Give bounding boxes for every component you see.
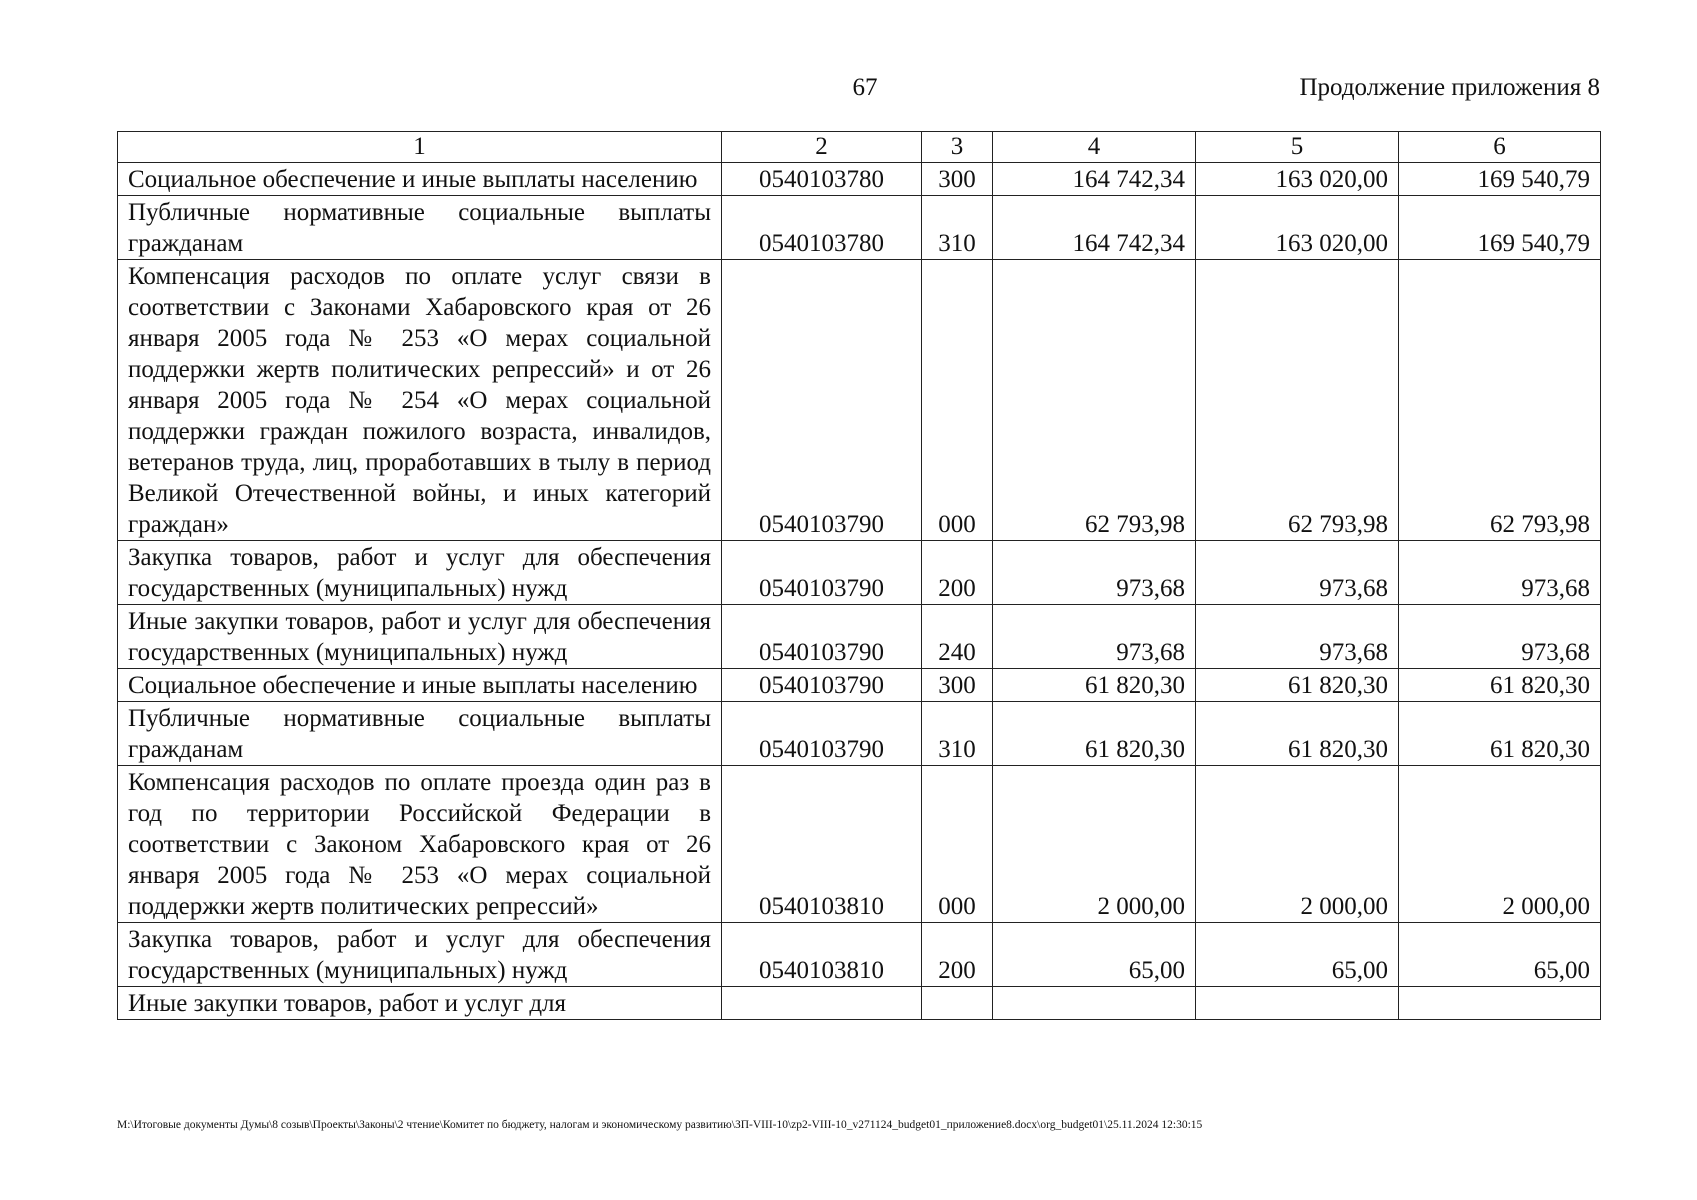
amount-col5-cell: 2 000,00 [1196,766,1399,923]
column-header: 4 [993,132,1196,163]
amount-col5-cell: 65,00 [1196,923,1399,987]
amount-col4-cell: 62 793,98 [993,260,1196,541]
target-article-cell [722,987,922,1020]
amount-col6-cell: 61 820,30 [1399,669,1601,702]
table-row [118,702,1601,766]
amount-col6-cell: 65,00 [1399,923,1601,987]
column-header: 6 [1399,132,1601,163]
expense-type-cell: 000 [922,260,993,541]
amount-col4-cell: 973,68 [993,605,1196,669]
expense-type-cell [922,987,993,1020]
table-row [118,196,1601,260]
amount-col4-cell: 61 820,30 [993,702,1196,766]
appendix-continuation-label: Продолжение приложения 8 [1299,74,1600,101]
amount-col6-cell: 62 793,98 [1399,260,1601,541]
amount-col5-cell: 163 020,00 [1196,196,1399,260]
row-name-cell: Социальное обеспечение и иные выплаты населению [118,669,722,702]
amount-col5-cell: 62 793,98 [1196,260,1399,541]
budget-table [117,131,1601,1020]
amount-col4-cell: 2 000,00 [993,766,1196,923]
table-row [118,766,1601,923]
amount-col5-cell: 61 820,30 [1196,669,1399,702]
target-article-cell: 0540103790 [722,260,922,541]
target-article-cell: 0540103790 [722,605,922,669]
column-header: 1 [118,132,722,163]
amount-col6-cell: 169 540,79 [1399,196,1601,260]
expense-type-cell: 200 [922,923,993,987]
row-name-cell: Публичные нормативные социальные выплаты гражданам [118,196,722,260]
amount-col6-cell [1399,987,1601,1020]
amount-col5-cell: 973,68 [1196,605,1399,669]
table-row [118,923,1601,987]
target-article-cell: 0540103790 [722,702,922,766]
amount-col4-cell: 973,68 [993,541,1196,605]
expense-type-cell: 300 [922,163,993,196]
amount-col4-cell: 164 742,34 [993,196,1196,260]
expense-type-cell: 300 [922,669,993,702]
amount-col6-cell: 973,68 [1399,541,1601,605]
table-row [118,541,1601,605]
amount-col6-cell: 973,68 [1399,605,1601,669]
table-row [118,669,1601,702]
column-header: 5 [1196,132,1399,163]
amount-col5-cell: 61 820,30 [1196,702,1399,766]
amount-col4-cell [993,987,1196,1020]
column-header: 2 [722,132,922,163]
table-row [118,260,1601,541]
row-name-cell: Иные закупки товаров, работ и услуг для обеспечения государственных (муниципальных) нужд [118,605,722,669]
amount-col4-cell: 164 742,34 [993,163,1196,196]
table-row [118,163,1601,196]
expense-type-cell: 000 [922,766,993,923]
row-name-cell: Компенсация расходов по оплате проезда один раз в год по территории Российской Федерации в соответствии с Законом Хабаровского края от 26 января 2005 года № 253 «О мерах социальной поддержки жертв политических репрессий» [118,766,722,923]
target-article-cell: 0540103780 [722,163,922,196]
row-name-cell: Закупка товаров, работ и услуг для обеспечения государственных (муниципальных) нужд [118,923,722,987]
target-article-cell: 0540103810 [722,766,922,923]
row-name-cell: Закупка товаров, работ и услуг для обеспечения государственных (муниципальных) нужд [118,541,722,605]
table-header-row [118,132,1601,163]
document-file-path: M:\Итоговые документы Думы\8 созыв\Проекты\Законы\2 чтение\Комитет по бюджету, налогам и экономическому развитию\ЗП-VIII-10\zp2-VIII-10_v271124_budget01_приложение8.docx\org_budget01\25.11.2024 12:30:15 [117,1119,1203,1131]
column-header: 3 [922,132,993,163]
amount-col5-cell: 163 020,00 [1196,163,1399,196]
row-name-cell: Социальное обеспечение и иные выплаты населению [118,163,722,196]
target-article-cell: 0540103790 [722,669,922,702]
amount-col4-cell: 61 820,30 [993,669,1196,702]
row-name-cell: Публичные нормативные социальные выплаты гражданам [118,702,722,766]
amount-col5-cell [1196,987,1399,1020]
row-name-cell: Компенсация расходов по оплате услуг связи в соответствии с Законами Хабаровского края от 26 января 2005 года № 253 «О мерах социальной поддержки жертв политических репрессий» и от 26 января 2005 года № 254 «О мерах социальной поддержки граждан пожилого возраста, инвалидов, ветеранов труда, лиц, проработавших в тылу в период Великой Отечественной войны, и иных категорий граждан» [118,260,722,541]
amount-col6-cell: 169 540,79 [1399,163,1601,196]
expense-type-cell: 200 [922,541,993,605]
expense-type-cell: 310 [922,196,993,260]
row-name-cell: Иные закупки товаров, работ и услуг для [118,987,722,1020]
expense-type-cell: 240 [922,605,993,669]
page-number: 67 [852,74,878,101]
target-article-cell: 0540103780 [722,196,922,260]
table-row [118,605,1601,669]
amount-col6-cell: 2 000,00 [1399,766,1601,923]
target-article-cell: 0540103810 [722,923,922,987]
target-article-cell: 0540103790 [722,541,922,605]
amount-col5-cell: 973,68 [1196,541,1399,605]
amount-col4-cell: 65,00 [993,923,1196,987]
amount-col6-cell: 61 820,30 [1399,702,1601,766]
expense-type-cell: 310 [922,702,993,766]
table-row [118,987,1601,1020]
